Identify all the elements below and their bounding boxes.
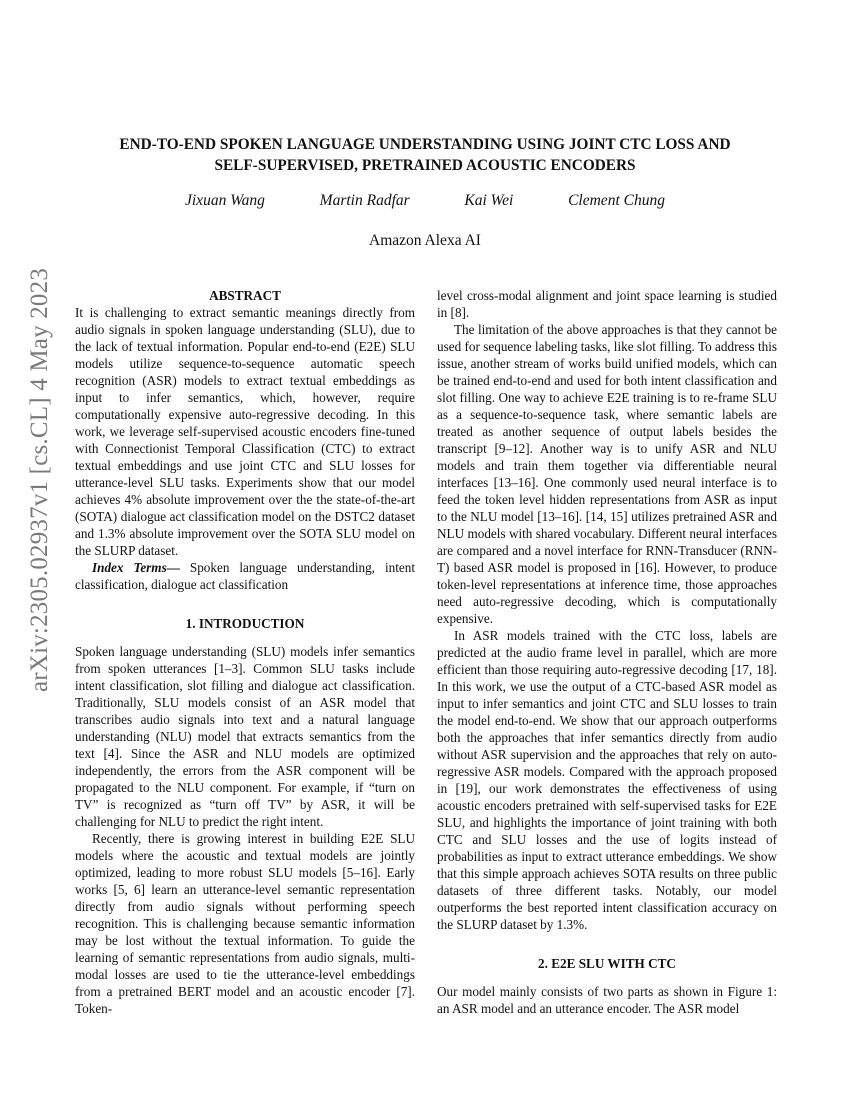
section-heading-introduction: 1. INTRODUCTION: [185, 616, 305, 631]
section-heading-e2e-slu: 2. E2E SLU WITH CTC: [538, 956, 676, 971]
paragraph: Spoken language understanding (SLU) models infer semantics from spoken utterances [1–3]. Common SLU tasks include intent classification, slot filling and dialogue act classification. Traditionally, SLU models consist of an ASR model that transcribes audio signals into text and a natural language understanding (NLU) model that extracts semantics from the text [4]. Since the ASR and NLU models are optimized independently, the errors from the ASR component will be propagated to the NLU component. For example, if “turn on TV” is recognized as “turn off TV” by ASR, it will be challenging for NLU to predict the right intent.: [75, 644, 415, 829]
author-name: Clement Chung: [568, 192, 665, 209]
arxiv-identifier: arXiv:2305.02937v1 [cs.CL] 4 May 2023: [26, 267, 53, 692]
author-name: Jixuan Wang: [185, 192, 265, 209]
index-terms: [75, 559, 415, 593]
paragraph: Our model mainly consists of two parts as shown in Figure 1: an ASR model and an utterance encoder. The ASR model: [437, 984, 777, 1016]
index-terms-text: Spoken language understanding, intent classification, dialogue act classification: [75, 560, 415, 592]
author-list: [185, 192, 665, 210]
author-name: Kai Wei: [464, 192, 514, 209]
left-column: [75, 287, 415, 1017]
title-line-1: END-TO-END SPOKEN LANGUAGE UNDERSTANDING USING JOINT CTC LOSS AND: [119, 136, 731, 153]
paragraph-continued: level cross-modal alignment and joint space learning is studied in [8].: [437, 288, 777, 320]
index-terms-label: Index Terms—: [92, 560, 180, 575]
paragraph: Recently, there is growing interest in building E2E SLU models where the acoustic and textual models are jointly optimized, leading to more robust SLU models [5–16]. Early works [5, 6] learn an utterance-level semantic representation directly from audio signals without performing speech recognition. This is challenging because semantic information may be lost without the textual information. To guide the learning of semantic representations from audio signals, multi-modal losses are used to tie the utterance-level embeddings from a pretrained BERT model and an acoustic encoder [7]. Token-: [75, 831, 415, 1016]
paragraph: The limitation of the above approaches is that they cannot be used for sequence labeling tasks, like slot filling. To address this issue, another stream of works build unified models, which can be trained end-to-end and used for both intent classification and slot filling. One way to achieve E2E training is to re-frame SLU as a sequence-to-sequence task, where semantic labels are treated as another sequence of output labels besides the transcript [9–12]. Another way is to unify ASR and NLU models and train them together via differentiable neural interfaces [13–16]. One commonly used neural interface is to feed the token level hidden representations from ASR as input to the NLU model [13–16]. [14, 15] utilizes pretrained ASR and NLU models with shared vocabulary. Different neural interfaces are compared and a novel interface for RNN-Transducer (RNN-T) based ASR model is proposed in [16]. However, to produce token-level representations at inference time, those approaches need auto-regressive decoding, which is computationally expensive.: [437, 322, 777, 626]
right-column: [437, 287, 777, 1017]
abstract-text: It is challenging to extract semantic meanings directly from audio signals in spoken language understanding (SLU), due to the lack of textual information. Popular end-to-end (E2E) SLU models utilize sequence-to-sequence automatic speech recognition (ASR) models to extract textual embeddings as input to infer semantics, which, however, require computationally expensive auto-regressive decoding. In this work, we leverage self-supervised acoustic encoders fine-tuned with Connectionist Temporal Classification (CTC) to extract textual embeddings and use joint CTC and SLU losses for utterance-level SLU tasks. Experiments show that our model achieves 4% absolute improvement over the the state-of-the-art (SOTA) dialogue act classification model on the DSTC2 dataset and 1.3% absolute improvement over the SOTA SLU model on the SLURP dataset.: [75, 305, 415, 558]
affiliation: Amazon Alexa AI: [369, 232, 481, 249]
abstract-heading: ABSTRACT: [209, 288, 281, 303]
author-name: Martin Radfar: [319, 192, 410, 209]
title-line-2: SELF-SUPERVISED, PRETRAINED ACOUSTIC ENCODERS: [214, 157, 636, 174]
paper-title: [85, 134, 765, 176]
paragraph: In ASR models trained with the CTC loss, labels are predicted at the audio frame level in parallel, which are more efficient than those requiring auto-regressive decoding [17, 18]. In this work, we use the output of a CTC-based ASR model as input to infer semantics and joint CTC and SLU losses to train the model end-to-end. We show that our approach outperforms both the approaches that infer semantics directly from audio without ASR supervision and the approaches that rely on auto-regressive ASR models. Compared with the approach proposed in [19], our work demonstrates the effectiveness of using acoustic encoders pretrained with self-supervised tasks for E2E SLU, and highlights the importance of joint training with both CTC and SLU losses and the use of logits instead of probabilities as input to extract utterance embeddings. We show that this simple approach achieves SOTA results on three public datasets of three different tasks. Notably, our model outperforms the best reported intent classification accuracy on the SLURP dataset by 1.3%.: [437, 628, 777, 932]
